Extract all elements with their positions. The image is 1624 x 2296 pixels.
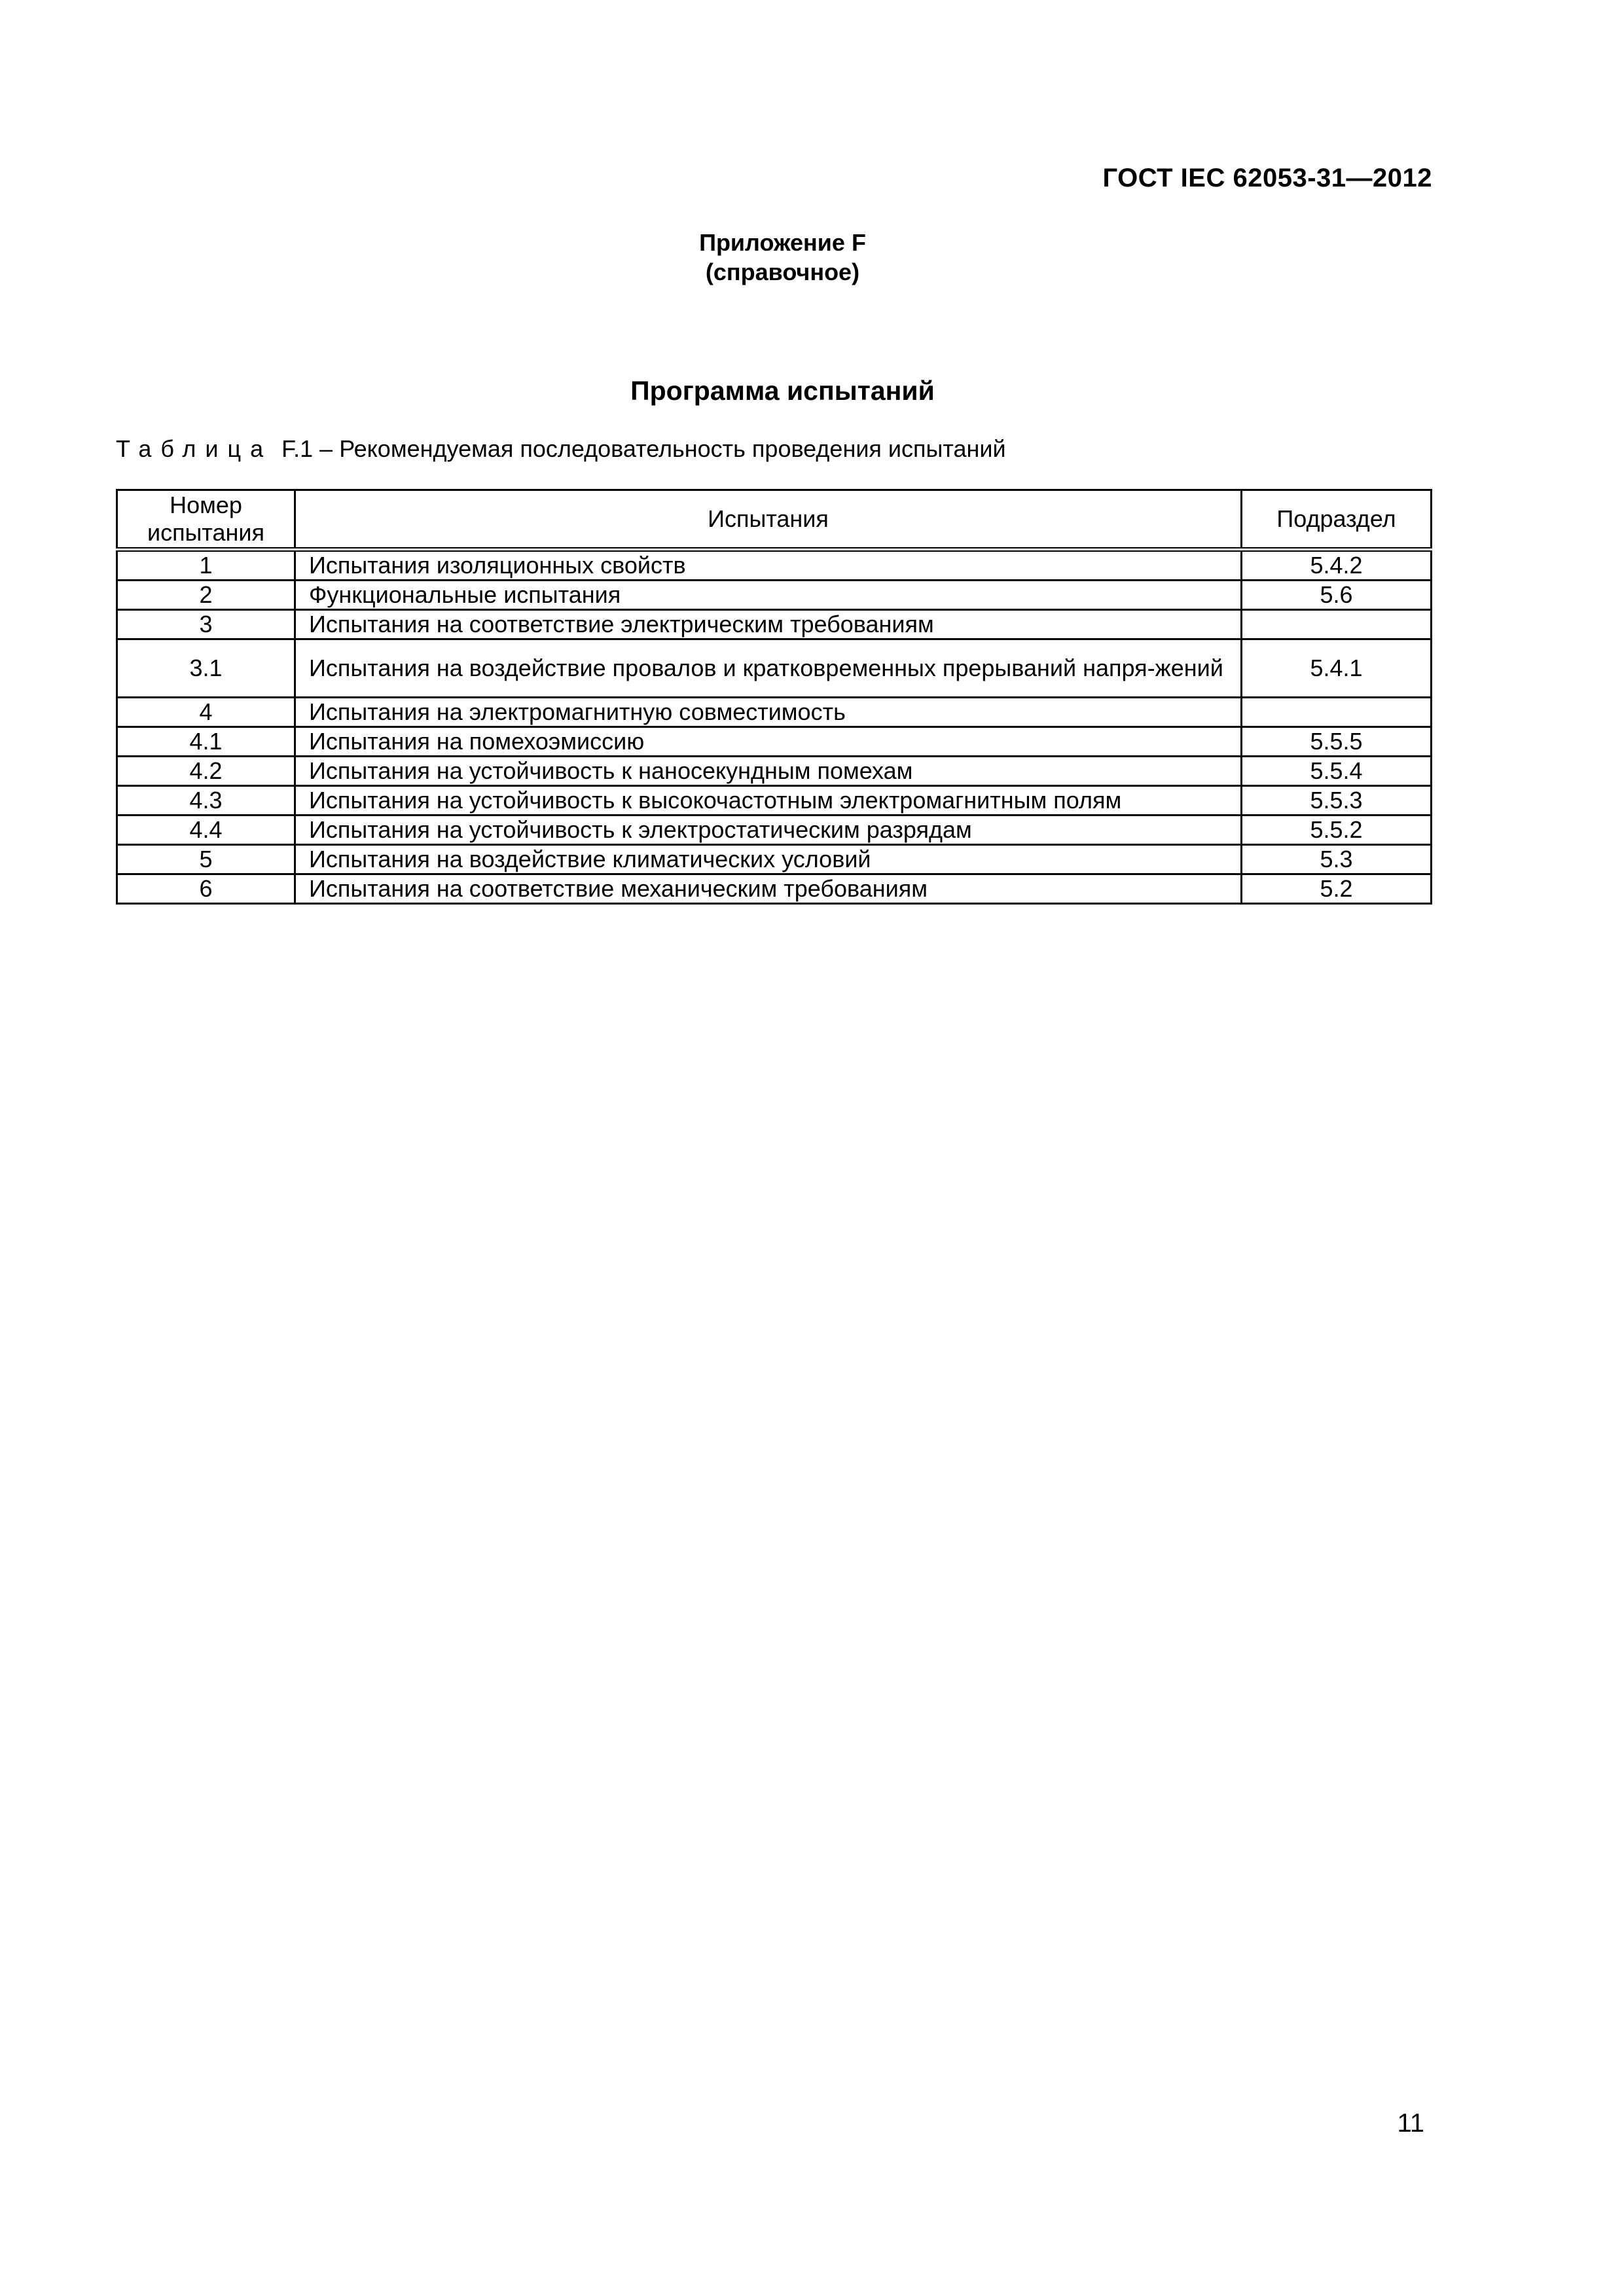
cell-subsection: 5.4.2 xyxy=(1242,550,1432,581)
section-title: Программа испытаний xyxy=(630,376,935,406)
cell-test-name: Испытания изоляционных свойств xyxy=(295,550,1242,581)
cell-test-name: Испытания на соответствие механическим требованиям xyxy=(295,874,1242,904)
table-caption-prefix: Таблица xyxy=(116,435,273,462)
cell-subsection xyxy=(1242,698,1432,727)
cell-test-name: Функциональные испытания xyxy=(295,581,1242,610)
cell-test-number: 4.1 xyxy=(117,727,295,757)
cell-subsection: 5.5.5 xyxy=(1242,727,1432,757)
cell-test-name: Испытания на соответствие электрическим требованиям xyxy=(295,610,1242,639)
cell-subsection xyxy=(1242,610,1432,639)
table-row xyxy=(117,550,1432,581)
table-caption xyxy=(116,435,1006,463)
cell-test-number: 4.4 xyxy=(117,816,295,845)
annex-type: (справочное) xyxy=(705,259,860,285)
table-row xyxy=(117,786,1432,816)
cell-test-number: 3.1 xyxy=(117,639,295,698)
cell-subsection: 5.2 xyxy=(1242,874,1432,904)
cell-test-name: Испытания на устойчивость к электростатическим разрядам xyxy=(295,816,1242,845)
table-row xyxy=(117,639,1432,698)
cell-test-name: Испытания на помехоэмиссию xyxy=(295,727,1242,757)
cell-test-name: Испытания на устойчивость к наносекундным помехам xyxy=(295,757,1242,786)
table-row xyxy=(117,727,1432,757)
cell-test-name: Испытания на электромагнитную совместимость xyxy=(295,698,1242,727)
header-subsection: Подраздел xyxy=(1242,490,1432,550)
annex-title: Приложение F xyxy=(699,229,866,256)
cell-test-number: 4.2 xyxy=(117,757,295,786)
table-header-row xyxy=(117,490,1432,550)
cell-subsection: 5.6 xyxy=(1242,581,1432,610)
cell-test-name: Испытания на воздействие климатических условий xyxy=(295,845,1242,874)
cell-test-name: Испытания на воздействие провалов и кратковременных прерываний напря-жений xyxy=(295,639,1242,698)
cell-subsection: 5.5.2 xyxy=(1242,816,1432,845)
table-row xyxy=(117,610,1432,639)
table-row xyxy=(117,757,1432,786)
test-sequence-table xyxy=(116,489,1432,905)
header-test-number: Номер испытания xyxy=(117,490,295,550)
cell-subsection: 5.4.1 xyxy=(1242,639,1432,698)
cell-test-number: 6 xyxy=(117,874,295,904)
table-row xyxy=(117,581,1432,610)
cell-test-number: 4 xyxy=(117,698,295,727)
cell-subsection: 5.5.4 xyxy=(1242,757,1432,786)
document-code: ГОСТ IEC 62053-31—2012 xyxy=(1102,164,1432,192)
cell-subsection: 5.3 xyxy=(1242,845,1432,874)
table-caption-text: F.1 – Рекомендуемая последовательность проведения испытаний xyxy=(281,435,1006,462)
header-tests: Испытания xyxy=(295,490,1242,550)
page-number: 11 xyxy=(1397,2109,1424,2138)
cell-test-number: 2 xyxy=(117,581,295,610)
cell-test-name: Испытания на устойчивость к высокочастотным электромагнитным полям xyxy=(295,786,1242,816)
cell-subsection: 5.5.3 xyxy=(1242,786,1432,816)
table-row xyxy=(117,845,1432,874)
cell-test-number: 3 xyxy=(117,610,295,639)
cell-test-number: 4.3 xyxy=(117,786,295,816)
table-row xyxy=(117,874,1432,904)
cell-test-number: 1 xyxy=(117,550,295,581)
cell-test-number: 5 xyxy=(117,845,295,874)
table-row xyxy=(117,816,1432,845)
table-row xyxy=(117,698,1432,727)
